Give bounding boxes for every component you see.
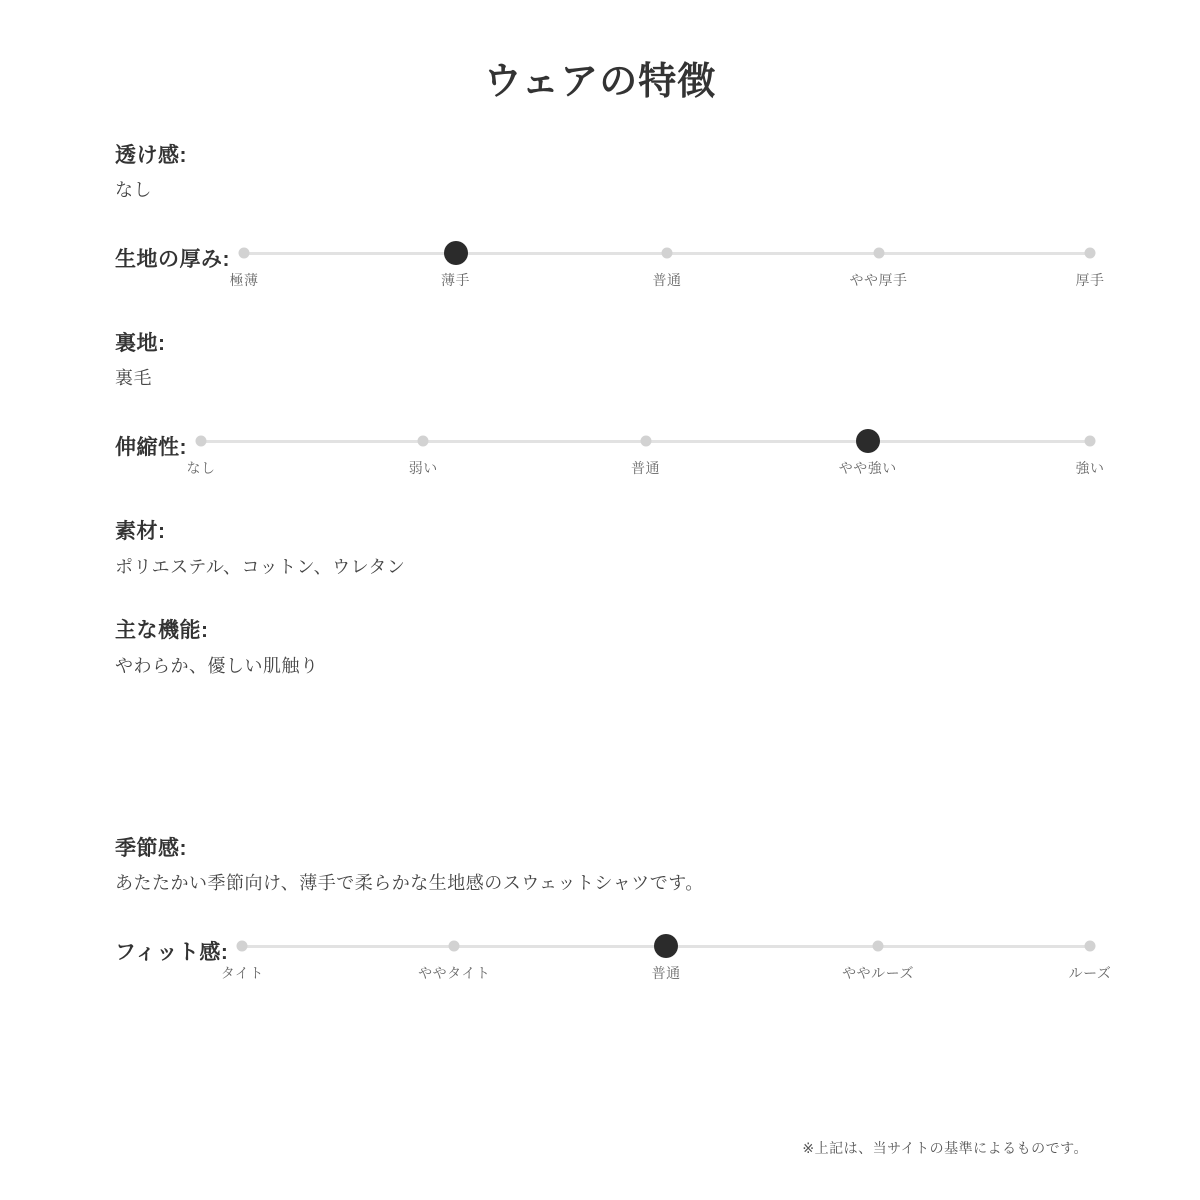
fit-tick-3: ややルーズ [842, 965, 914, 982]
thickness-tick-3: やや厚手 [849, 271, 908, 288]
fit-point-0 [237, 941, 248, 952]
fit-point-1 [449, 941, 460, 952]
season-label: 季節感: [115, 836, 187, 860]
stretch-scale [186, 427, 1105, 482]
material-label: 素材: [115, 520, 166, 544]
fit-label: フィット感: [115, 941, 229, 965]
material-value: ポリエステル、コットン、ウレタン [115, 556, 406, 577]
section-features [115, 615, 1090, 680]
fit-tick-4: ルーズ [1068, 965, 1112, 982]
stretch-tick-0: なし [186, 460, 216, 477]
thickness-point-2 [662, 247, 673, 258]
section-lining [115, 328, 1090, 393]
thickness-point-0 [239, 247, 250, 258]
thickness-tick-labels [229, 270, 1105, 294]
stretch-point-2 [640, 436, 651, 447]
stretch-tick-3: やや強い [838, 460, 897, 477]
thickness-tick-4: 厚手 [1075, 271, 1105, 288]
thickness-point-4 [1085, 247, 1096, 258]
fit-tick-labels [220, 963, 1112, 987]
features-label: 主な機能: [115, 619, 209, 643]
stretch-tick-labels [186, 458, 1105, 482]
season-value: あたたかい季節向け、薄手で柔らかな生地感のスウェットシャツです。 [115, 873, 704, 894]
fit-point-2 [654, 934, 678, 958]
stretch-tick-4: 強い [1075, 460, 1105, 477]
fit-track [242, 936, 1090, 956]
fit-point-4 [1085, 941, 1096, 952]
section-thickness [115, 239, 1105, 294]
stretch-tick-2: 普通 [631, 460, 660, 477]
thickness-track [244, 243, 1090, 263]
section-stretch [115, 427, 1105, 482]
lining-label: 裏地: [115, 331, 166, 355]
footnote: ※上記は、当サイトの基準によるものです。 [802, 1140, 1088, 1156]
section-sheer [115, 140, 1090, 205]
features-value: やわらか、優しい肌触り [115, 655, 319, 676]
fit-point-3 [873, 941, 884, 952]
thickness-scale [229, 239, 1105, 294]
stretch-track [201, 431, 1090, 451]
lining-value: 裏毛 [115, 368, 152, 389]
stretch-point-1 [418, 436, 429, 447]
thickness-tick-2: 普通 [652, 271, 682, 288]
fit-tick-1: ややタイト [418, 965, 491, 982]
page-title: ウェアの特徴 [483, 61, 717, 103]
stretch-point-4 [1085, 436, 1096, 447]
fit-scale [220, 932, 1112, 987]
thickness-point-1 [444, 241, 468, 265]
fit-points [242, 936, 1090, 956]
thickness-label: 生地の厚み: [115, 247, 230, 271]
thickness-tick-1: 薄手 [441, 271, 470, 288]
content-area [0, 140, 1200, 987]
thickness-tick-0: 極薄 [229, 271, 259, 288]
thickness-points [244, 243, 1090, 263]
sheer-value: なし [115, 180, 152, 201]
stretch-points [201, 431, 1090, 451]
section-season [115, 833, 1090, 898]
stretch-point-3 [856, 429, 880, 453]
stretch-tick-1: 弱い [408, 460, 438, 477]
section-fit [115, 932, 1112, 987]
layout-spacer [115, 681, 1090, 799]
stretch-label: 伸縮性: [115, 436, 187, 460]
stretch-point-0 [196, 436, 207, 447]
sheer-label: 透け感: [115, 143, 187, 167]
thickness-point-3 [873, 247, 884, 258]
fit-tick-0: タイト [220, 965, 264, 982]
section-material [115, 516, 1090, 581]
fit-tick-2: 普通 [651, 965, 681, 982]
